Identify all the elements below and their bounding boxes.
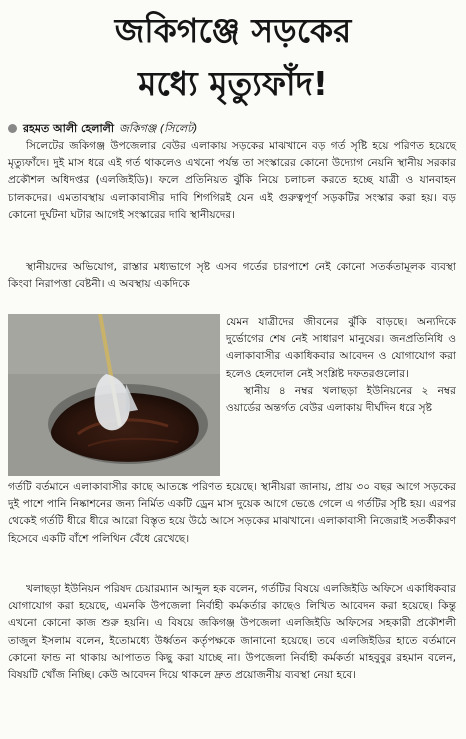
byline-place: জকিগঞ্জ (সিলেট) xyxy=(119,122,198,135)
pothole-photo-image xyxy=(8,314,220,476)
paragraph-2-side-text: যেমন যাত্রীদের জীবনের ঝুঁকি বাড়ছে। অন্যদিকে দুর্ভোগের শেষ নেই সাধারণ মানুষের। জনপ্রতিনিধি ও এলাকাবাসীর একাধিকবার আবেদন ও যোগাযোগ করা হলেও হেলদোল নেই সংশ্লিষ্ট দফতরগুলোর। xyxy=(226,316,456,380)
paragraph-1-text: সিলেটের জকিগঞ্জ উপজেলার বেউর এলাকায় সড়কের মাঝখানে বড় গর্ত সৃষ্টি হয়ে পরিণত হয়েছে মৃত্যুফাঁদে। দুই মাস ধরে এই গর্ত থাকলেও এখনো পর্যন্ত তা সংস্কারের কোনো উদ্যোগ নেয়নি স্থানীয় সরকার প্রকৌশল অধিদপ্তর (এলজিইডি)। ফলে প্রতিনিয়ত ঝুঁকি নিয়ে চলাচল করতে হচ্ছে যাত্রী ও যানবাহন চালকদের। এমতাবস্থায় এলাকাবাসীর দাবি শিগগিরই যেন এই গুরুত্বপূর্ণ সড়কটির সংস্কার করা হয়। বড় কোনো দুর্ঘটনা ঘটার আগেই সংস্কারের দাবি স্থানীয়দের। xyxy=(8,140,456,221)
pothole-photo xyxy=(8,314,220,476)
article-paragraph-2-side xyxy=(226,314,456,417)
article-paragraph-2 xyxy=(8,259,456,293)
paragraph-2-text: স্থানীয়দের অভিযোগ, রাস্তার মধ্যভাগে সৃষ্ট এসব গর্তের চারপাশে নেই কোনো সতর্কতামূলক ব্যবস্থা কিংবা নিরাপত্তা বেষ্টনী। এ অবস্থায় একদিকে xyxy=(8,261,456,291)
paragraph-3-side-text: স্থানীয় ৪ নম্বর খলাছড়া ইউনিয়নের ২ নম্বর ওয়ার্ডের অন্তর্গত বেউর এলাকায় দীর্ঘদিন ধরে সৃষ্ট xyxy=(226,384,456,415)
headline-line-1: জকিগঞ্জে সড়কের xyxy=(114,11,352,50)
byline-author: রহমত আলী হেলালী xyxy=(23,122,114,135)
article-paragraph-3 xyxy=(8,479,456,548)
article-paragraph-4 xyxy=(8,581,456,684)
byline xyxy=(8,120,458,139)
article-paragraph-1 xyxy=(8,138,456,224)
byline-bullet-icon xyxy=(8,124,17,133)
paragraph-4-text: খলাছড়া ইউনিয়ন পরিষদ চেয়ারম্যান আব্দুল হক বলেন, গর্তটির বিষয়ে এলজিইডি অফিসে একাধিকবার যোগাযোগ করা হয়েছে, এমনকি উপজেলা নির্বাহী কর্মকর্তার কাছেও লিখিত আবেদন করা হয়েছে। কিন্তু এখনো কোনো কাজ শুরু হয়নি। এ বিষয়ে জকিগঞ্জ উপজেলা এলজিইডি অফিসের সহকারী প্রকৌশলী তাজুল ইসলাম বলেন, ইতোমধ্যে উর্ধ্বতন কর্তৃপক্ষকে জানানো হয়েছে। তবে এলজিইডির হাতে বর্তমানে কোনো ফান্ড না থাকায় আপাতত কিছু করা যাচ্ছে না। উপজেলা নির্বাহী কর্মকর্তা মাহবুবুর রহমান বলেন, বিষয়টি খোঁজ নিচ্ছি। কেউ আবেদন দিয়ে থাকলে দ্রুত প্রয়োজনীয় ব্যবস্থা নেয়া হবে। xyxy=(8,583,456,682)
headline-line-2: মধ্যে মৃত্যুফাঁদ! xyxy=(138,64,328,103)
paragraph-3-text: গর্তটি বর্তমানে এলাকাবাসীর কাছে আতঙ্কে পরিণত হয়েছে। স্থানীয়রা জানায়, প্রায় ৩০ বছর আগে সড়কের দুই পাশে পানি নিষ্কাশনের জন্য নির্মিত একটি ড্রেন মাস দুয়েক আগে ভেঙে গেলে এ গর্তটির সৃষ্টি হয়। এরপর থেকেই গর্তটি ধীরে ধীরে আরো বিস্তৃত হয়ে উঠে আসে সড়কের মাঝখানে। এলাকাবাসী নিজেরাই সতর্কীকরণ হিসেবে একটি বাঁশে পলিথিন বেঁধে রেখেছে। xyxy=(8,481,456,545)
headline xyxy=(0,4,466,110)
